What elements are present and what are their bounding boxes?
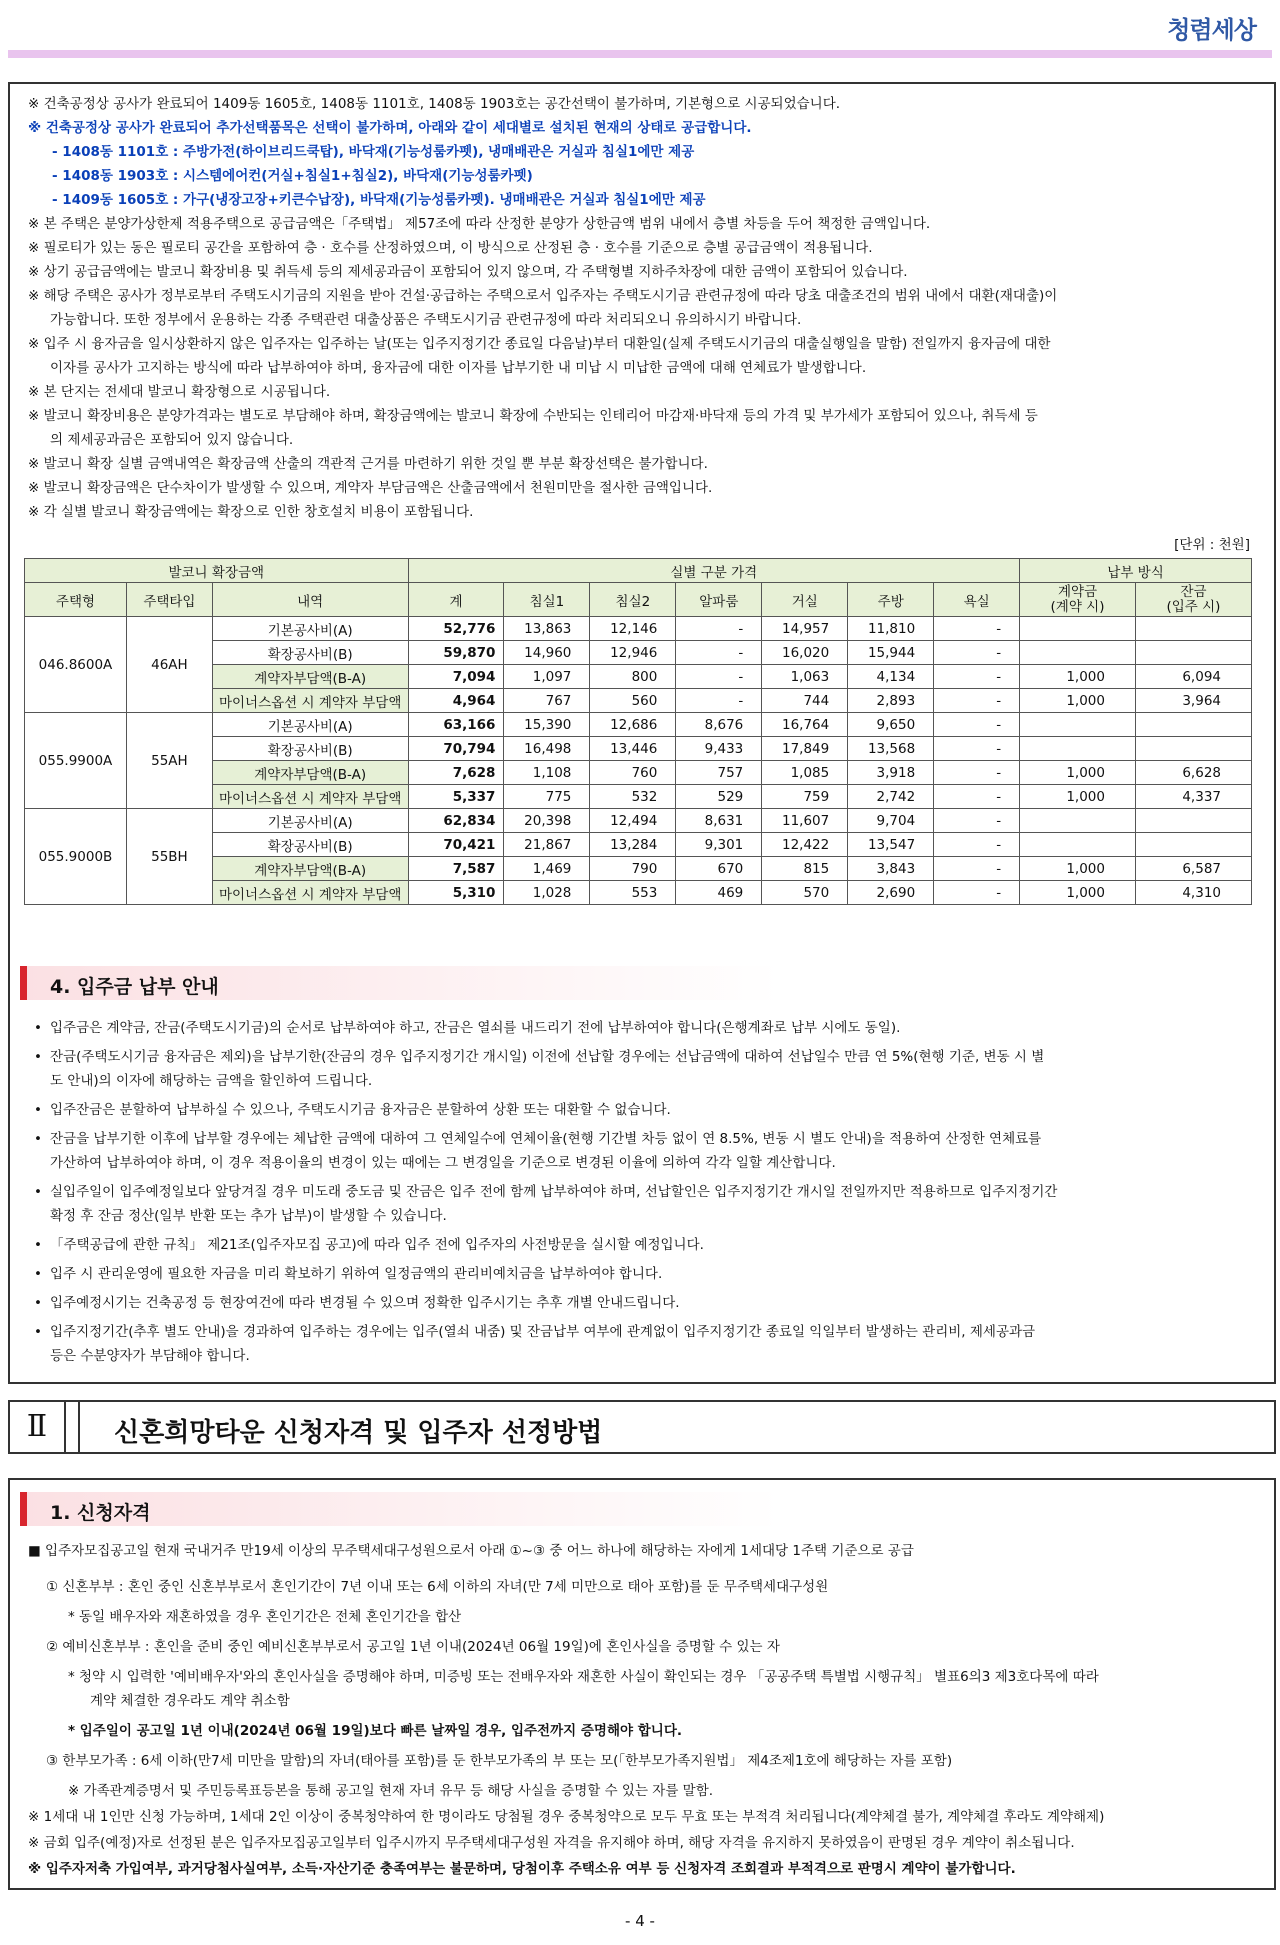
note-line: - 1408동 1101호 : 주방가전(하이브리드쿡탑), 바닥재(기능성룸카펫), 냉매배관은 거실과 침실1에만 제공 xyxy=(52,144,695,160)
cell-alpha: 9,433 xyxy=(676,737,762,761)
cell-bath: - xyxy=(934,641,1020,665)
cell-living: 744 xyxy=(762,689,848,713)
note-line: ※ 본 주택은 분양가상한제 적용주택으로 공급금액은「주택법」 제57조에 따라 산정한 분양가 상한금액 범위 내에서 층별 차등을 두어 책정한 금액입니다. xyxy=(28,216,931,232)
section-header xyxy=(20,1492,780,1526)
table-body xyxy=(25,617,1252,905)
section-title: 1. 신청자격 xyxy=(50,1502,151,1524)
cell-item: 마이너스옵션 시 계약자 부담액 xyxy=(212,881,408,905)
unit-label: [단위 : 천원] xyxy=(1174,537,1250,553)
cell-item: 마이너스옵션 시 계약자 부담액 xyxy=(212,785,408,809)
brand-logo xyxy=(1167,10,1256,45)
note-line: ※ 건축공정상 공사가 완료되어 추가선택품목은 선택이 불가하며, 아래와 같이 세대별로 설치된 현재의 상태로 공급합니다. xyxy=(28,120,752,136)
cell-bed1: 775 xyxy=(504,785,590,809)
cell-balance xyxy=(1135,737,1251,761)
eligibility-line: * 동일 배우자와 재혼하였을 경우 혼인기간은 전체 혼인기간을 합산 xyxy=(68,1609,462,1625)
cell-item: 확장공사비(B) xyxy=(212,737,408,761)
list-item: • 입주금은 계약금, 잔금(주택도시기금)의 순서로 납부하여야 하고, 잔금은 열쇠를 내드리기 전에 납부하여야 합니다(은행계좌로 납부 시에도 동일). xyxy=(32,1015,1264,1041)
cell-item: 계약자부담액(B-A) xyxy=(212,665,408,689)
cell-total: 5,310 xyxy=(408,881,504,905)
cell-type: 055.9000B xyxy=(25,809,127,905)
list-item: • 잔금(주택도시기금 융자금은 제외)을 납부기한(잔금의 경우 입주지정기간 개시일) 이전에 선납할 경우에는 선납금액에 대하여 선납일수 만큼 연 5%(현행 기준, 변동 시 별 xyxy=(32,1044,1264,1070)
cell-bed1: 13,863 xyxy=(504,617,590,641)
list-item: • 실입주일이 입주예정일보다 앞당겨질 경우 미도래 중도금 및 잔금은 입주 전에 함께 납부하여야 하며, 선납할인은 입주지정기간 개시일 전일까지만 적용하므로 입주지정기간 xyxy=(32,1179,1264,1205)
cell-balance: 6,587 xyxy=(1135,857,1251,881)
cell-kitchen: 11,810 xyxy=(848,617,934,641)
note-line: - 1409동 1605호 : 가구(냉장고장+키큰수납장), 바닥재(기능성룸카펫). 냉매배관은 거실과 침실1에만 제공 xyxy=(52,192,706,208)
list-item: • 입주잔금은 분할하여 납부하실 수 있으나, 주택도시기금 융자금은 분할하여 상환 또는 대환할 수 없습니다. xyxy=(32,1097,1264,1123)
table-row xyxy=(25,617,1252,641)
eligibility-line: * 청약 시 입력한 '예비배우자'와의 혼인사실을 증명해야 하며, 미증빙 또는 전배우자와 재혼한 사실이 확인되는 경우 「공공주택 특별법 시행규칙」 별표6의3 제3호다목에 따라 xyxy=(68,1669,1099,1685)
cell-living: 16,764 xyxy=(762,713,848,737)
cell-total: 59,870 xyxy=(408,641,504,665)
cell-deposit xyxy=(1020,713,1136,737)
list-item: • 입주지정기간(추후 별도 안내)을 경과하여 입주하는 경우에는 입주(열쇠 내줌) 및 잔금납부 여부에 관계없이 입주지정기간 종료일 익일부터 발생하는 관리비, 제세공과금 xyxy=(32,1319,1264,1345)
header-balcony: 발코니 확장금액 xyxy=(25,559,409,583)
cell-living: 815 xyxy=(762,857,848,881)
cell-item: 확장공사비(B) xyxy=(212,641,408,665)
header-balance: 잔금 (입주 시) xyxy=(1135,583,1251,617)
cell-kitchen: 2,742 xyxy=(848,785,934,809)
note-line: ※ 본 단지는 전세대 발코니 확장형으로 시공됩니다. xyxy=(28,384,331,400)
cell-total: 7,587 xyxy=(408,857,504,881)
header-room-price: 실별 구분 가격 xyxy=(408,559,1020,583)
list-item-cont: 가산하여 납부하여야 하며, 이 경우 적용이율의 변경이 있는 때에는 그 변경일을 기준으로 변경된 이율에 의하여 각각 일할 계산합니다. xyxy=(50,1155,836,1171)
chapter-number: Ⅱ xyxy=(10,1402,66,1452)
cell-deposit xyxy=(1020,833,1136,857)
header-kitchen: 주방 xyxy=(848,583,934,617)
eligibility-line: ※ 가족관계증명서 및 주민등록표등본을 통해 공고일 현재 자녀 유무 등 해당 사실을 증명할 수 있는 자를 말함. xyxy=(68,1783,714,1799)
cell-kitchen: 3,843 xyxy=(848,857,934,881)
eligibility-line: ※ 금회 입주(예정)자로 선정된 분은 입주자모집공고일부터 입주시까지 무주택세대구성원 자격을 유지해야 하며, 해당 자격을 유지하지 못하였음이 판명된 경우 계약이 취소됩니다. xyxy=(28,1835,1075,1851)
list-item: • 입주 시 관리운영에 필요한 자금을 미리 확보하기 위하여 일정금액의 관리비예치금을 납부하여야 합니다. xyxy=(32,1261,1264,1287)
header-alpha: 알파룸 xyxy=(676,583,762,617)
page-number: - 4 - xyxy=(625,1912,655,1930)
note-line: ※ 발코니 확장비용은 분양가격과는 별도로 부담해야 하며, 확장금액에는 발코니 확장에 수반되는 인테리어 마감재·바닥재 등의 가격 및 부가세가 포함되어 있으나, 취득세 등 xyxy=(28,408,1038,424)
cell-bed1: 16,498 xyxy=(504,737,590,761)
cell-total: 70,421 xyxy=(408,833,504,857)
cell-total: 4,964 xyxy=(408,689,504,713)
cell-bed2: 13,284 xyxy=(590,833,676,857)
header-payment: 납부 방식 xyxy=(1020,559,1252,583)
cell-bed2: 790 xyxy=(590,857,676,881)
cell-bed2: 13,446 xyxy=(590,737,676,761)
cell-living: 14,957 xyxy=(762,617,848,641)
header-subtype: 주택타입 xyxy=(126,583,212,617)
table-row xyxy=(25,809,1252,833)
cell-balance xyxy=(1135,713,1251,737)
eligibility-line: ※ 입주자저축 가입여부, 과거당첨사실여부, 소득·자산기준 충족여부는 불문하며, 당첨이후 주택소유 여부 등 신청자격 조회결과 부적격으로 판명시 계약이 불가합니다. xyxy=(28,1861,1016,1877)
cell-bed2: 560 xyxy=(590,689,676,713)
cell-living: 12,422 xyxy=(762,833,848,857)
cell-living: 16,020 xyxy=(762,641,848,665)
list-item-cont: 도 안내)의 이자에 해당하는 금액을 할인하여 드립니다. xyxy=(50,1073,373,1089)
chapter-divider xyxy=(78,1402,90,1452)
cell-deposit: 1,000 xyxy=(1020,857,1136,881)
cell-bed2: 12,946 xyxy=(590,641,676,665)
cell-total: 5,337 xyxy=(408,785,504,809)
cell-deposit xyxy=(1020,641,1136,665)
cell-type: 046.8600A xyxy=(25,617,127,713)
note-line: 이자를 공사가 고지하는 방식에 따라 납부하여야 하며, 융자금에 대한 이자를 납부기한 내 미납 시 미납한 금액에 대해 연체료가 발생합니다. xyxy=(50,360,867,376)
eligibility-line: * 입주일이 공고일 1년 이내(2024년 06월 19일)보다 빠른 날짜일 경우, 입주전까지 증명해야 합니다. xyxy=(68,1723,682,1739)
note-line: ※ 해당 주택은 공사가 정부로부터 주택도시기금의 지원을 받아 건설·공급하는 주택으로서 입주자는 주택도시기금 관련규정에 따라 당초 대출조건의 범위 내에서 대환(재대출)이 xyxy=(28,288,1058,304)
cell-total: 70,794 xyxy=(408,737,504,761)
list-item: • 입주예정시기는 건축공정 등 현장여건에 따라 변경될 수 있으며 정확한 입주시기는 추후 개별 안내드립니다. xyxy=(32,1290,1264,1316)
header-bed1: 침실1 xyxy=(504,583,590,617)
cell-item: 기본공사비(A) xyxy=(212,617,408,641)
cell-living: 17,849 xyxy=(762,737,848,761)
note-line: ※ 상기 공급금액에는 발코니 확장비용 및 취득세 등의 제세공과금이 포함되어 있지 않으며, 각 주택형별 지하주차장에 대한 금액이 포함되어 있습니다. xyxy=(28,264,908,280)
cell-bath: - xyxy=(934,833,1020,857)
cell-item: 기본공사비(A) xyxy=(212,809,408,833)
eligibility-line: ② 예비신혼부부 : 혼인을 준비 중인 예비신혼부부로서 공고일 1년 이내(2024년 06월 19일)에 혼인사실을 증명할 수 있는 자 xyxy=(46,1639,780,1655)
cell-living: 11,607 xyxy=(762,809,848,833)
cell-bath: - xyxy=(934,617,1020,641)
cell-deposit: 1,000 xyxy=(1020,761,1136,785)
note-line: 의 제세공과금은 포함되어 있지 않습니다. xyxy=(50,432,294,448)
cell-subtype: 55BH xyxy=(126,809,212,905)
cell-deposit: 1,000 xyxy=(1020,881,1136,905)
cell-bed2: 553 xyxy=(590,881,676,905)
header-bath: 욕실 xyxy=(934,583,1020,617)
note-line: ※ 건축공정상 공사가 완료되어 1409동 1605호, 1408동 1101호, 1408동 1903호는 공간선택이 불가하며, 기본형으로 시공되었습니다. xyxy=(28,96,841,112)
cell-kitchen: 13,568 xyxy=(848,737,934,761)
cell-kitchen: 2,893 xyxy=(848,689,934,713)
balcony-cost-table xyxy=(24,558,1252,905)
cell-bed1: 1,108 xyxy=(504,761,590,785)
header-deposit: 계약금 (계약 시) xyxy=(1020,583,1136,617)
chapter-heading xyxy=(8,1400,1276,1454)
cell-alpha: 8,676 xyxy=(676,713,762,737)
cell-total: 52,776 xyxy=(408,617,504,641)
header-rule xyxy=(8,50,1272,58)
cell-bed2: 532 xyxy=(590,785,676,809)
cell-kitchen: 9,704 xyxy=(848,809,934,833)
cell-alpha: 8,631 xyxy=(676,809,762,833)
cell-alpha: 469 xyxy=(676,881,762,905)
cell-item: 계약자부담액(B-A) xyxy=(212,857,408,881)
cell-balance xyxy=(1135,833,1251,857)
cell-balance xyxy=(1135,641,1251,665)
cell-alpha: 9,301 xyxy=(676,833,762,857)
cell-bed2: 12,686 xyxy=(590,713,676,737)
cell-bed2: 12,494 xyxy=(590,809,676,833)
cell-subtype: 46AH xyxy=(126,617,212,713)
cell-bed1: 1,097 xyxy=(504,665,590,689)
cell-bed1: 20,398 xyxy=(504,809,590,833)
eligibility-line: 계약 체결한 경우라도 계약 취소함 xyxy=(90,1693,290,1709)
cell-bath: - xyxy=(934,785,1020,809)
cell-type: 055.9900A xyxy=(25,713,127,809)
eligibility-line: ■ 입주자모집공고일 현재 국내거주 만19세 이상의 무주택세대구성원으로서 아래 ①~③ 중 어느 하나에 해당하는 자에게 1세대당 1주택 기준으로 공급 xyxy=(28,1543,914,1559)
section-marker xyxy=(20,966,27,1000)
cell-total: 63,166 xyxy=(408,713,504,737)
cell-kitchen: 2,690 xyxy=(848,881,934,905)
list-item-cont: 확정 후 잔금 정산(일부 반환 또는 추가 납부)이 발생할 수 있습니다. xyxy=(50,1208,447,1224)
note-line: ※ 필로티가 있는 동은 필로티 공간을 포함하여 층 · 호수를 산정하였으며, 이 방식으로 산정된 층 · 호수를 기준으로 층별 공급금액이 적용됩니다. xyxy=(28,240,873,256)
cell-balance: 6,628 xyxy=(1135,761,1251,785)
cell-bath: - xyxy=(934,665,1020,689)
cell-living: 1,085 xyxy=(762,761,848,785)
list-item: • 「주택공급에 관한 규칙」 제21조(입주자모집 공고)에 따라 입주 전에 입주자의 사전방문을 실시할 예정입니다. xyxy=(32,1232,1264,1258)
brand-logo-text: 청렴세상 xyxy=(1167,16,1256,44)
cell-bath: - xyxy=(934,713,1020,737)
cell-alpha: - xyxy=(676,665,762,689)
cell-kitchen: 9,650 xyxy=(848,713,934,737)
chapter-title: 신혼희망타운 신청자격 및 입주자 선정방법 xyxy=(114,1418,603,1448)
cell-total: 7,628 xyxy=(408,761,504,785)
eligibility-line: ① 신혼부부 : 혼인 중인 신혼부부로서 혼인기간이 7년 이내 또는 6세 이하의 자녀(만 7세 미만으로 태아 포함)를 둔 무주택세대구성원 xyxy=(46,1579,829,1595)
header-living: 거실 xyxy=(762,583,848,617)
cell-deposit: 1,000 xyxy=(1020,785,1136,809)
eligibility-line: ※ 1세대 내 1인만 신청 가능하며, 1세대 2인 이상이 중복청약하여 한 명이라도 당첨될 경우 중복청약으로 모두 무효 또는 부적격 처리됩니다(계약체결 불가, 계약체결 후라도 계약해제) xyxy=(28,1809,1105,1825)
cell-item: 기본공사비(A) xyxy=(212,713,408,737)
cell-subtype: 55AH xyxy=(126,713,212,809)
cell-deposit: 1,000 xyxy=(1020,689,1136,713)
cell-balance: 6,094 xyxy=(1135,665,1251,689)
list-item: • 잔금을 납부기한 이후에 납부할 경우에는 체납한 금액에 대하여 그 연체일수에 연체이율(현행 기간별 차등 없이 연 8.5%, 변동 시 별도 안내)을 적용하여 산정한 연체료를 xyxy=(32,1126,1264,1152)
cell-kitchen: 3,918 xyxy=(848,761,934,785)
cell-living: 1,063 xyxy=(762,665,848,689)
cell-living: 759 xyxy=(762,785,848,809)
cell-deposit xyxy=(1020,737,1136,761)
cell-bed2: 800 xyxy=(590,665,676,689)
cell-bed2: 760 xyxy=(590,761,676,785)
cell-bed1: 1,028 xyxy=(504,881,590,905)
note-line: ※ 각 실별 발코니 확장금액에는 확장으로 인한 창호설치 비용이 포함됩니다. xyxy=(28,504,474,520)
cell-balance xyxy=(1135,617,1251,641)
cell-kitchen: 4,134 xyxy=(848,665,934,689)
cell-alpha: - xyxy=(676,641,762,665)
cell-balance xyxy=(1135,809,1251,833)
section-title: 4. 입주금 납부 안내 xyxy=(50,976,219,998)
cell-alpha: 757 xyxy=(676,761,762,785)
eligibility-line: ③ 한부모가족 : 6세 이하(만7세 미만을 말함)의 자녀(태아를 포함)를 둔 한부모가족의 부 또는 모(「한부모가족지원법」 제4조제1호에 해당하는 자를 포함) xyxy=(46,1753,953,1769)
cell-bath: - xyxy=(934,737,1020,761)
cell-alpha: 529 xyxy=(676,785,762,809)
section-header xyxy=(20,966,780,1000)
header-bed2: 침실2 xyxy=(590,583,676,617)
note-line: 가능합니다. 또한 정부에서 운용하는 각종 주택관련 대출상품은 주택도시기금 관련규정에 따라 처리되오니 유의하시기 바랍니다. xyxy=(50,312,802,328)
cell-kitchen: 15,944 xyxy=(848,641,934,665)
cell-balance: 4,310 xyxy=(1135,881,1251,905)
note-line: ※ 입주 시 융자금을 일시상환하지 않은 입주자는 입주하는 날(또는 입주지정기간 종료일 다음날)부터 대환일(실제 주택도시기금의 대출실행일을 말함) 전일까지 융자금에 대한 xyxy=(28,336,1051,352)
header-type: 주택형 xyxy=(25,583,127,617)
cell-bath: - xyxy=(934,761,1020,785)
cell-deposit xyxy=(1020,809,1136,833)
cell-bed1: 21,867 xyxy=(504,833,590,857)
cell-item: 확장공사비(B) xyxy=(212,833,408,857)
cell-total: 7,094 xyxy=(408,665,504,689)
cell-alpha: 670 xyxy=(676,857,762,881)
header-total: 계 xyxy=(408,583,504,617)
note-line: ※ 발코니 확장 실별 금액내역은 확장금액 산출의 객관적 근거를 마련하기 위한 것일 뿐 부분 확장선택은 불가합니다. xyxy=(28,456,708,472)
cell-kitchen: 13,547 xyxy=(848,833,934,857)
cell-item: 계약자부담액(B-A) xyxy=(212,761,408,785)
cell-bed1: 14,960 xyxy=(504,641,590,665)
cell-bed1: 767 xyxy=(504,689,590,713)
cell-bed1: 15,390 xyxy=(504,713,590,737)
cell-balance: 3,964 xyxy=(1135,689,1251,713)
section-marker xyxy=(20,1492,27,1526)
note-line: ※ 발코니 확장금액은 단수차이가 발생할 수 있으며, 계약자 부담금액은 산출금액에서 천원미만을 절사한 금액입니다. xyxy=(28,480,713,496)
cell-deposit: 1,000 xyxy=(1020,665,1136,689)
cell-bath: - xyxy=(934,809,1020,833)
cell-bath: - xyxy=(934,881,1020,905)
cell-deposit xyxy=(1020,617,1136,641)
cell-balance: 4,337 xyxy=(1135,785,1251,809)
cell-alpha: - xyxy=(676,617,762,641)
cell-total: 62,834 xyxy=(408,809,504,833)
cell-item: 마이너스옵션 시 계약자 부담액 xyxy=(212,689,408,713)
cell-bath: - xyxy=(934,689,1020,713)
cell-alpha: - xyxy=(676,689,762,713)
table-row xyxy=(25,713,1252,737)
cell-bed2: 12,146 xyxy=(590,617,676,641)
header-item: 내역 xyxy=(212,583,408,617)
cell-living: 570 xyxy=(762,881,848,905)
cell-bed1: 1,469 xyxy=(504,857,590,881)
list-item-cont: 등은 수분양자가 부담해야 합니다. xyxy=(50,1348,250,1364)
note-line: - 1408동 1903호 : 시스템에어컨(거실+침실1+침실2), 바닥재(기능성룸카펫) xyxy=(52,168,533,184)
cell-bath: - xyxy=(934,857,1020,881)
